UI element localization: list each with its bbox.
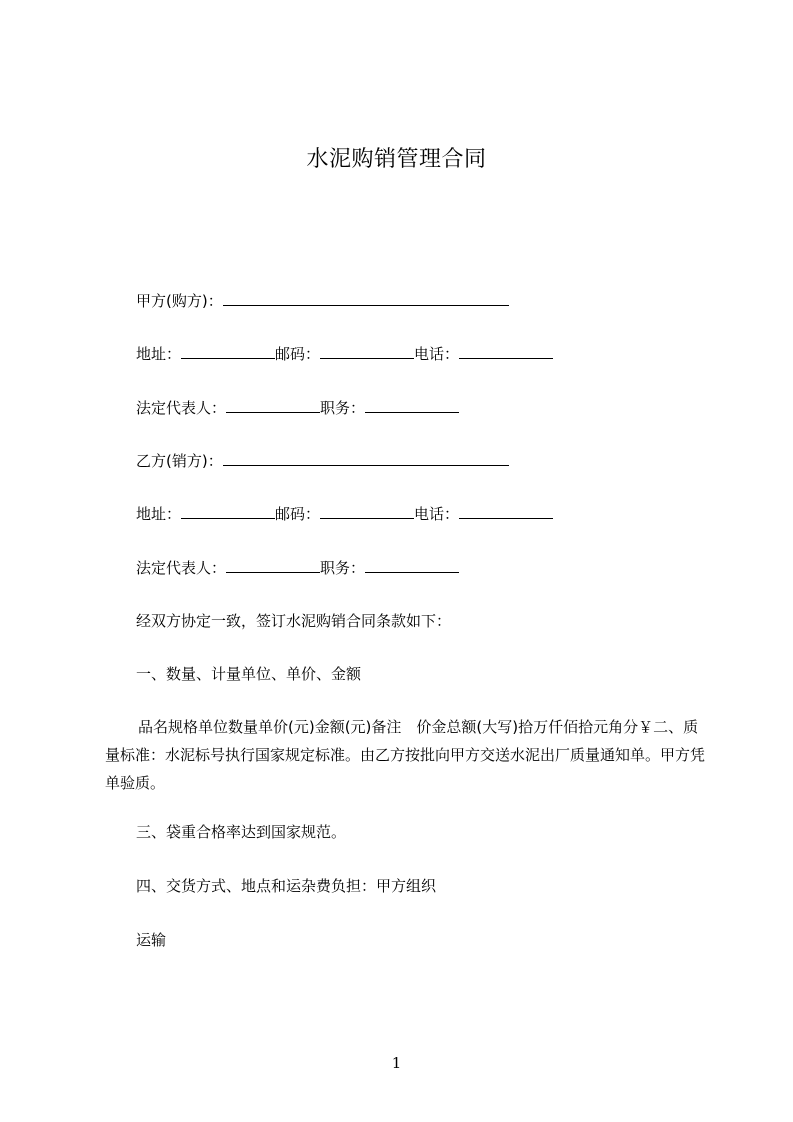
party-a-line xyxy=(136,291,509,311)
section-1-table-text: 品名规格单位数量单价(元)金额(元)备注 价金总额(大写)拾万仟佰拾元角分 xyxy=(138,718,639,736)
party-b-rep-blank xyxy=(226,558,320,573)
party-a-postcode-blank xyxy=(320,344,414,359)
section-3-text: 三、袋重合格率达到国家规范。 xyxy=(136,823,347,841)
party-b-address-blank xyxy=(181,504,275,519)
party-b-blank xyxy=(223,451,509,466)
party-b-position-label: 职务： xyxy=(320,559,366,577)
page-number: 1 xyxy=(391,1054,402,1072)
transport-text: 运输 xyxy=(136,931,167,949)
party-b-address-label: 地址： xyxy=(136,505,182,523)
party-b-position-blank xyxy=(365,558,459,573)
party-a-rep-line xyxy=(136,398,459,418)
party-b-rep-line xyxy=(136,558,459,578)
document-title: 水泥购销管理合同 xyxy=(306,147,487,172)
party-a-blank xyxy=(223,291,509,306)
party-b-phone-label: 电话： xyxy=(414,505,460,523)
party-a-phone-blank xyxy=(459,344,553,359)
party-a-phone-label: 电话： xyxy=(414,345,460,363)
party-b-postcode-blank xyxy=(320,504,414,519)
section-2-text: ￥二、质量标准：水泥标号执行国家规定标准。由乙方按批向甲方交送水泥出厂质量通知单。甲方凭单验质。 xyxy=(105,718,706,792)
party-a-rep-label: 法定代表人： xyxy=(136,399,227,417)
party-a-position-blank xyxy=(365,398,459,413)
section-1-heading: 一、数量、计量单位、单价、金额 xyxy=(136,665,362,683)
party-b-rep-label: 法定代表人： xyxy=(136,559,227,577)
party-b-contact-line xyxy=(136,504,553,524)
party-a-address-blank xyxy=(181,344,275,359)
party-b-line xyxy=(136,451,509,471)
party-a-rep-blank xyxy=(226,398,320,413)
party-a-label: 甲方(购方)： xyxy=(136,292,223,310)
party-a-postcode-label: 邮码： xyxy=(275,345,321,363)
party-b-label: 乙方(销方)： xyxy=(136,452,223,470)
party-a-contact-line xyxy=(136,344,553,364)
party-a-address-label: 地址： xyxy=(136,345,182,363)
party-b-phone-blank xyxy=(459,504,553,519)
party-a-position-label: 职务： xyxy=(320,399,366,417)
intro-text: 经双方协定一致，签订水泥购销合同条款如下： xyxy=(136,612,452,630)
party-b-postcode-label: 邮码： xyxy=(275,505,321,523)
section-4-text: 四、交货方式、地点和运杂费负担：甲方组织 xyxy=(136,877,437,895)
section-1-paragraph xyxy=(105,713,705,797)
